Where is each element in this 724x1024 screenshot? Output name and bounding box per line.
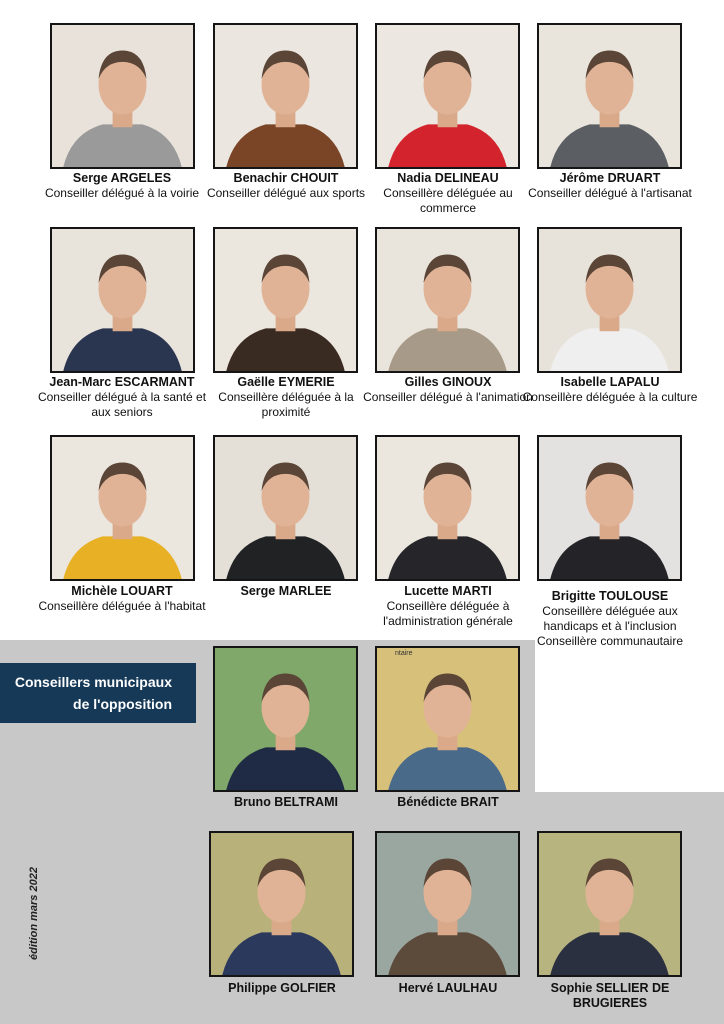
person-role: Conseillère déléguée aux handicaps et à l'inclusion [542, 604, 678, 633]
person-caption [358, 171, 538, 216]
portrait-silhouette [539, 437, 680, 579]
portrait-silhouette [52, 229, 193, 371]
portrait-silhouette [539, 833, 680, 975]
person-caption [196, 795, 376, 810]
photo-overlay-text: ntaire [395, 650, 413, 657]
portrait-photo [50, 23, 195, 169]
portrait-photo [213, 23, 358, 169]
person-caption [520, 981, 700, 1011]
person-role: Conseiller délégué à la santé et aux seniors [37, 390, 207, 419]
person-caption [358, 375, 538, 405]
person-caption [520, 375, 700, 405]
portrait-photo [50, 435, 195, 581]
edition-label: édition mars 2022 [28, 867, 40, 960]
person-name: Nadia DELINEAU [397, 171, 499, 185]
portrait-silhouette [215, 648, 356, 790]
person-caption [358, 584, 538, 629]
person-name: Sophie SELLIER DE BRUGIERES [550, 981, 670, 1010]
portrait-photo [50, 227, 195, 373]
portrait-photo [537, 831, 682, 977]
person-name: Lucette MARTI [404, 584, 492, 598]
portrait-photo [213, 646, 358, 792]
portrait-silhouette [215, 437, 356, 579]
portrait-photo [375, 227, 520, 373]
person-role: Conseiller délégué aux sports [206, 186, 366, 200]
person-name: Bénédicte BRAIT [397, 795, 499, 809]
person-role: Conseiller délégué à l'animation [363, 390, 533, 404]
portrait-silhouette [539, 25, 680, 167]
portrait-silhouette [211, 833, 352, 975]
person-role: Conseillère déléguée à la culture [522, 390, 698, 404]
person-caption [196, 584, 376, 599]
portrait-silhouette [539, 229, 680, 371]
person-name: Serge ARGELES [72, 171, 172, 185]
portrait-photo [375, 646, 520, 792]
portrait-photo [537, 23, 682, 169]
person-name: Brigitte TOULOUSE [551, 589, 669, 603]
portrait-photo [375, 831, 520, 977]
portrait-silhouette [52, 437, 193, 579]
person-name: Gaëlle EYMERIE [237, 375, 335, 389]
background-notch [535, 640, 724, 792]
portrait-photo [537, 227, 682, 373]
person-name: Philippe GOLFIER [228, 981, 336, 995]
person-role: Conseillère déléguée à l'administration générale [383, 599, 513, 628]
opposition-label-line1: Conseillers municipaux [14, 674, 172, 690]
person-caption [32, 375, 212, 420]
portrait-silhouette [377, 437, 518, 579]
opposition-section-label [0, 663, 196, 723]
person-role: Conseiller délégué à l'artisanat [528, 186, 692, 200]
portrait-silhouette [215, 25, 356, 167]
person-caption [196, 171, 376, 201]
person-caption [520, 589, 700, 649]
portrait-silhouette [215, 229, 356, 371]
person-name: Jérôme DRUART [559, 171, 661, 185]
portrait-photo [537, 435, 682, 581]
person-name: Hervé LAULHAU [398, 981, 498, 995]
portrait-photo [209, 831, 354, 977]
person-name: Gilles GINOUX [404, 375, 492, 389]
portrait-photo [213, 435, 358, 581]
person-caption [358, 795, 538, 810]
portrait-silhouette [377, 229, 518, 371]
portrait-photo [375, 23, 520, 169]
person-role: Conseillère déléguée au commerce [383, 186, 513, 215]
person-role: Conseillère déléguée à l'habitat [38, 599, 206, 613]
person-name: Jean-Marc ESCARMANT [49, 375, 195, 389]
portrait-silhouette [377, 648, 518, 790]
person-caption [192, 981, 372, 996]
person-caption [196, 375, 376, 420]
person-caption [32, 584, 212, 614]
portrait-silhouette [377, 833, 518, 975]
portrait-silhouette [52, 25, 193, 167]
portrait-photo [213, 227, 358, 373]
portrait-silhouette [377, 25, 518, 167]
person-name: Benachir CHOUIT [233, 171, 339, 185]
opposition-label-line2: de l'opposition [73, 696, 172, 712]
person-name: Serge MARLEE [240, 584, 332, 598]
person-name: Bruno BELTRAMI [234, 795, 338, 809]
person-role-secondary: Conseillère communautaire [536, 634, 684, 648]
person-role: Conseiller délégué à la voirie [44, 186, 200, 200]
person-name: Isabelle LAPALU [560, 375, 660, 389]
portrait-photo [375, 435, 520, 581]
person-caption [32, 171, 212, 201]
person-role: Conseillère déléguée à la proximité [218, 390, 354, 419]
person-caption [520, 171, 700, 201]
person-name: Michèle LOUART [71, 584, 173, 598]
person-caption [358, 981, 538, 996]
